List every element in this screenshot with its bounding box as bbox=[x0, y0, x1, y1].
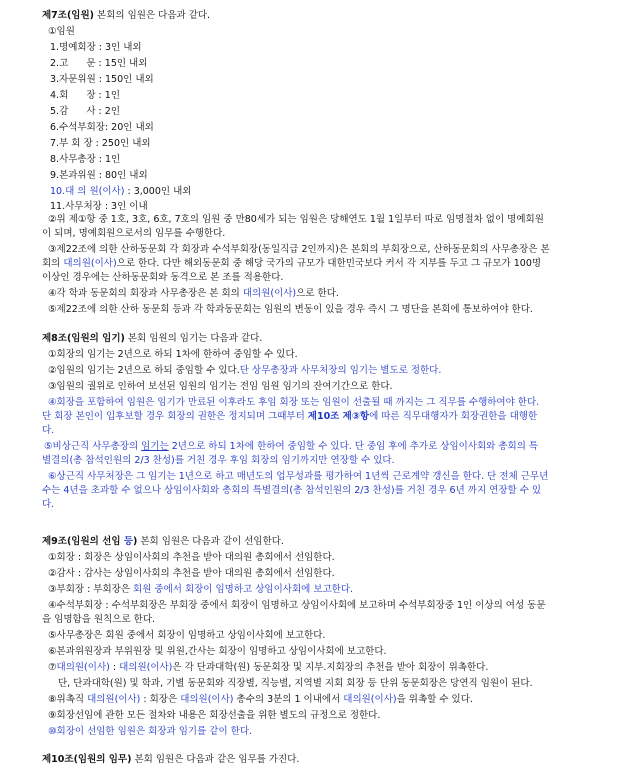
text-segment: 8.사무총장 : 1인 bbox=[50, 154, 121, 165]
text-segment: ④수석부회장 : 수석부회장은 부회장 중에서 회장이 임명하고 상임이사회에 보고하며 수석부회장중 1인 이상의 여성 동문 bbox=[48, 600, 546, 611]
text-segment: 1.명예회장 : 3인 내외 bbox=[50, 42, 142, 53]
text-segment: 2년으로 하되 1차에 한하여 중임할 수 있다. 단 중임 후에 추가로 상임이사회와 총회의 특 bbox=[168, 441, 539, 452]
text-segment: ⑦ bbox=[48, 662, 57, 673]
text-segment: 대의원(이사) bbox=[242, 288, 297, 299]
text-segment: 임기는 bbox=[141, 441, 169, 452]
text-segment: ②임원의 임기는 2년으로 하되 중임할 수 있다. bbox=[48, 365, 240, 376]
text-segment: 대의원(이사) bbox=[56, 662, 110, 673]
doc-line-a7-1-11 bbox=[50, 201, 148, 213]
doc-line-a7-2b bbox=[42, 228, 225, 240]
text-segment: : bbox=[109, 662, 120, 673]
doc-line-a9-7b bbox=[58, 678, 533, 690]
text-segment: 2.고 문 : 15인 내외 bbox=[50, 58, 148, 69]
doc-line-a8-5b bbox=[42, 455, 395, 467]
text-segment: 제7조(임원) bbox=[42, 10, 95, 21]
doc-line-a7-1 bbox=[48, 26, 75, 38]
text-segment: ④회장을 포함하여 임원은 임기가 만료된 이후라도 후임 회장 또는 임원이 선출될 때 까지는 그 직무를 수행하여야 한다. bbox=[48, 397, 540, 408]
doc-line-a8-6b bbox=[42, 485, 541, 497]
doc-line-a9-9 bbox=[48, 710, 380, 722]
text-segment: 9.본과위원 : 80인 내외 bbox=[50, 170, 148, 181]
text-segment: 총수의 3분의 1 이내에서 bbox=[233, 694, 344, 705]
text-segment: 제8조(임원의 임기) bbox=[42, 333, 125, 344]
doc-line-a7-1-4 bbox=[50, 90, 120, 102]
text-segment: 단, 단과대학(원) 및 학과, 기별 동문회와 직장별, 직능별, 지역별 지회 회장 등 단위 동문회장은 당연직 임원이 된다. bbox=[58, 678, 533, 689]
text-segment: 10. bbox=[50, 186, 66, 197]
text-segment: 본회 임원은 다음과 같은 임무를 가진다. bbox=[131, 754, 300, 765]
text-segment: 등 bbox=[123, 536, 133, 547]
text-segment: 수는 4년을 초과할 수 없으나 상임이사회와 총회의 특별결의(총 참석인원의 2/3 찬성)를 거친 경우 6년 까지 연장할 수 있 bbox=[42, 485, 542, 496]
text-segment: 제10조 제③항 bbox=[307, 411, 370, 422]
text-segment: ④각 학과 동문회의 회장과 사무총장은 본 회의 bbox=[48, 288, 243, 299]
text-segment: 대의원(이사) bbox=[119, 662, 173, 673]
text-segment: 3.자문위원 : 150인 내외 bbox=[50, 74, 154, 85]
doc-line-a8-4c bbox=[42, 425, 54, 437]
text-segment: ①회장의 임기는 2년으로 하되 1차에 한하여 중임할 수 있다. bbox=[48, 349, 298, 360]
doc-line-a9-8 bbox=[48, 694, 473, 706]
text-segment: 11.사무처장 : 3인 이내 bbox=[50, 201, 148, 212]
text-segment: 본회의 임원은 다음과 같다. bbox=[94, 10, 211, 21]
doc-line-a8-title bbox=[42, 333, 262, 345]
text-segment: 을 위촉할 수 있다. bbox=[396, 694, 473, 705]
text-segment: 단 상무총장과 사무처장의 임기는 별도로 정한다. bbox=[239, 365, 442, 376]
text-segment: 은 각 단과대학(원) 동문회장 및 지부.지회장의 추천을 받아 회장이 위촉한다. bbox=[172, 662, 489, 673]
doc-line-a8-4b bbox=[42, 411, 537, 423]
doc-line-a7-3a bbox=[48, 244, 550, 256]
text-segment: 이상인 경우에는 산하동문회와 동격으로 본 조를 적용한다. bbox=[42, 272, 284, 283]
doc-line-a9-title bbox=[42, 536, 284, 548]
text-segment: ①임원 bbox=[48, 26, 75, 37]
doc-line-a7-1-10 bbox=[50, 186, 191, 198]
text-segment: ③부회장 : 부회장은 bbox=[48, 584, 134, 595]
text-segment: 회원 중에서 회장이 임명하고 상임이사회에 보고한다. bbox=[133, 584, 354, 595]
text-segment: 본회 임원의 임기는 다음과 같다. bbox=[124, 333, 263, 344]
text-segment: 5.감 사 : 2인 bbox=[50, 106, 120, 117]
doc-line-a8-6a bbox=[48, 471, 548, 483]
text-segment: 다. bbox=[42, 499, 55, 510]
text-segment: ⑩회장이 선임한 임원은 회장과 임기를 같이 한다. bbox=[48, 726, 253, 737]
text-segment: ①회장 : 회장은 상임이사회의 추천을 받아 대의원 총회에서 선임한다. bbox=[48, 552, 335, 563]
doc-line-a7-1-2 bbox=[50, 58, 147, 70]
doc-line-a9-3 bbox=[48, 584, 353, 596]
text-segment: 대의원(이사) bbox=[343, 694, 397, 705]
doc-line-a8-6c bbox=[42, 499, 54, 511]
text-segment: 이 되며, 명예회원으로서의 임무를 수행한다. bbox=[42, 228, 226, 239]
text-segment: ⑧위촉직 bbox=[48, 694, 88, 705]
doc-line-a8-5a bbox=[44, 441, 538, 453]
doc-line-a8-3 bbox=[48, 381, 393, 393]
doc-line-a8-4a bbox=[48, 397, 539, 409]
doc-line-a7-1-3 bbox=[50, 74, 154, 86]
text-segment: 본회 임원은 다음과 같이 선임한다. bbox=[137, 536, 284, 547]
doc-line-a7-1-5 bbox=[50, 106, 120, 118]
doc-line-a7-2a bbox=[48, 214, 544, 226]
text-segment: ⑤비상근직 사무총장의 bbox=[44, 441, 142, 452]
doc-line-a9-7a bbox=[48, 662, 488, 674]
text-segment: 제9조(임원의 선임 bbox=[42, 536, 124, 547]
text-segment: 6.수석부회장: 20인 내외 bbox=[50, 122, 154, 133]
text-segment: ③임원의 궐위로 인하여 보선된 임원의 임기는 전임 임원 임기의 잔여기간으로 한다. bbox=[48, 381, 393, 392]
text-segment: 7.부 회 장 : 250인 내외 bbox=[50, 138, 151, 149]
doc-line-a9-2 bbox=[48, 568, 335, 580]
doc-line-a10-title bbox=[42, 754, 299, 766]
doc-line-a7-1-1 bbox=[50, 42, 142, 54]
text-segment: 대 의 원(이사) bbox=[65, 186, 125, 197]
text-segment: 제10조(임원의 임무) bbox=[42, 754, 132, 765]
doc-line-a7-4 bbox=[48, 288, 339, 300]
text-segment: 으로 한다. 다만 해외동문회 중 해당 국가의 규모가 대한민국보다 커서 각 지부를 두고 그 규모가 100명 bbox=[116, 258, 542, 269]
doc-line-a9-10 bbox=[48, 726, 252, 738]
text-segment: 대의원(이사) bbox=[87, 694, 141, 705]
text-segment: 에 따른 직무대행자가 회장권한을 대행한 bbox=[369, 411, 538, 422]
text-segment: 대의원(이사) bbox=[63, 258, 117, 269]
doc-line-a9-1 bbox=[48, 552, 335, 564]
text-segment: 회의 bbox=[42, 258, 64, 269]
doc-line-a7-3c bbox=[42, 272, 283, 284]
doc-line-a9-5 bbox=[48, 630, 325, 642]
text-segment: ) bbox=[133, 536, 138, 547]
text-segment: ⑨회장선임에 관한 모든 절차와 내용은 회장선출을 위한 별도의 규정으로 정한다. bbox=[48, 710, 381, 721]
doc-line-a8-1 bbox=[48, 349, 298, 361]
doc-line-a7-5 bbox=[48, 304, 533, 316]
doc-line-a7-1-7 bbox=[50, 138, 151, 150]
doc-line-a9-4b bbox=[42, 614, 155, 626]
text-segment: ⑤제22조에 의한 산하 동문회 등과 각 학과동문회는 임원의 변동이 있을 경우 즉시 그 명단을 본회에 통보하여야 한다. bbox=[48, 304, 533, 315]
text-segment: : 3,000인 내외 bbox=[124, 186, 192, 197]
doc-line-a8-2 bbox=[48, 365, 441, 377]
text-segment: ⑤사무총장은 회원 중에서 회장이 임명하고 상임이사회에 보고한다. bbox=[48, 630, 326, 641]
doc-line-a7-1-9 bbox=[50, 170, 148, 182]
doc-line-a9-6 bbox=[48, 646, 387, 658]
text-segment: 4.회 장 : 1인 bbox=[50, 90, 120, 101]
doc-line-a7-1-8 bbox=[50, 154, 120, 166]
doc-line-a7-title bbox=[42, 10, 210, 22]
text-segment: ②감사 : 감사는 상임이사회의 추천을 받아 대의원 총회에서 선임한다. bbox=[48, 568, 335, 579]
text-segment: 별결의(총 참석인원의 2/3 찬성)를 거친 경우 후임 회장의 임기까지만 연장할 수 있다. bbox=[42, 455, 395, 466]
doc-line-a7-3b bbox=[42, 258, 541, 270]
text-segment: 대의원(이사) bbox=[180, 694, 234, 705]
doc-line-a7-1-6 bbox=[50, 122, 154, 134]
text-segment: ⑥상근직 사무처장은 그 임기는 1년으로 하고 매년도의 업무성과를 평가하여 1년씩 근로계약 갱신을 한다. 단 전체 근무년 bbox=[48, 471, 549, 482]
text-segment: 단 회장 본인이 입후보할 경우 회장의 권한은 정지되며 그때부터 bbox=[42, 411, 308, 422]
text-segment: ⑥본과위원장과 부위원장 및 위원,간사는 회장이 임명하고 상임이사회에 보고한다. bbox=[48, 646, 387, 657]
text-segment: : 회장은 bbox=[140, 694, 181, 705]
doc-line-a9-4a bbox=[48, 600, 546, 612]
text-segment: 다. bbox=[42, 425, 55, 436]
text-segment: ③제22조에 의한 산하동문회 각 회장과 수석부회장(동일직급 2인까지)은 본회의 부회장으로, 산하동문회의 사무총장은 본 bbox=[48, 244, 550, 255]
text-segment: 을 임명함을 원칙으로 한다. bbox=[42, 614, 156, 625]
text-segment: ②위 제①항 중 1호, 3호, 6호, 7호의 임원 중 만80세가 되는 임원은 당해연도 1월 1일부터 따로 임명절차 없이 명예회원 bbox=[48, 214, 544, 225]
text-segment: 으로 한다. bbox=[296, 288, 339, 299]
